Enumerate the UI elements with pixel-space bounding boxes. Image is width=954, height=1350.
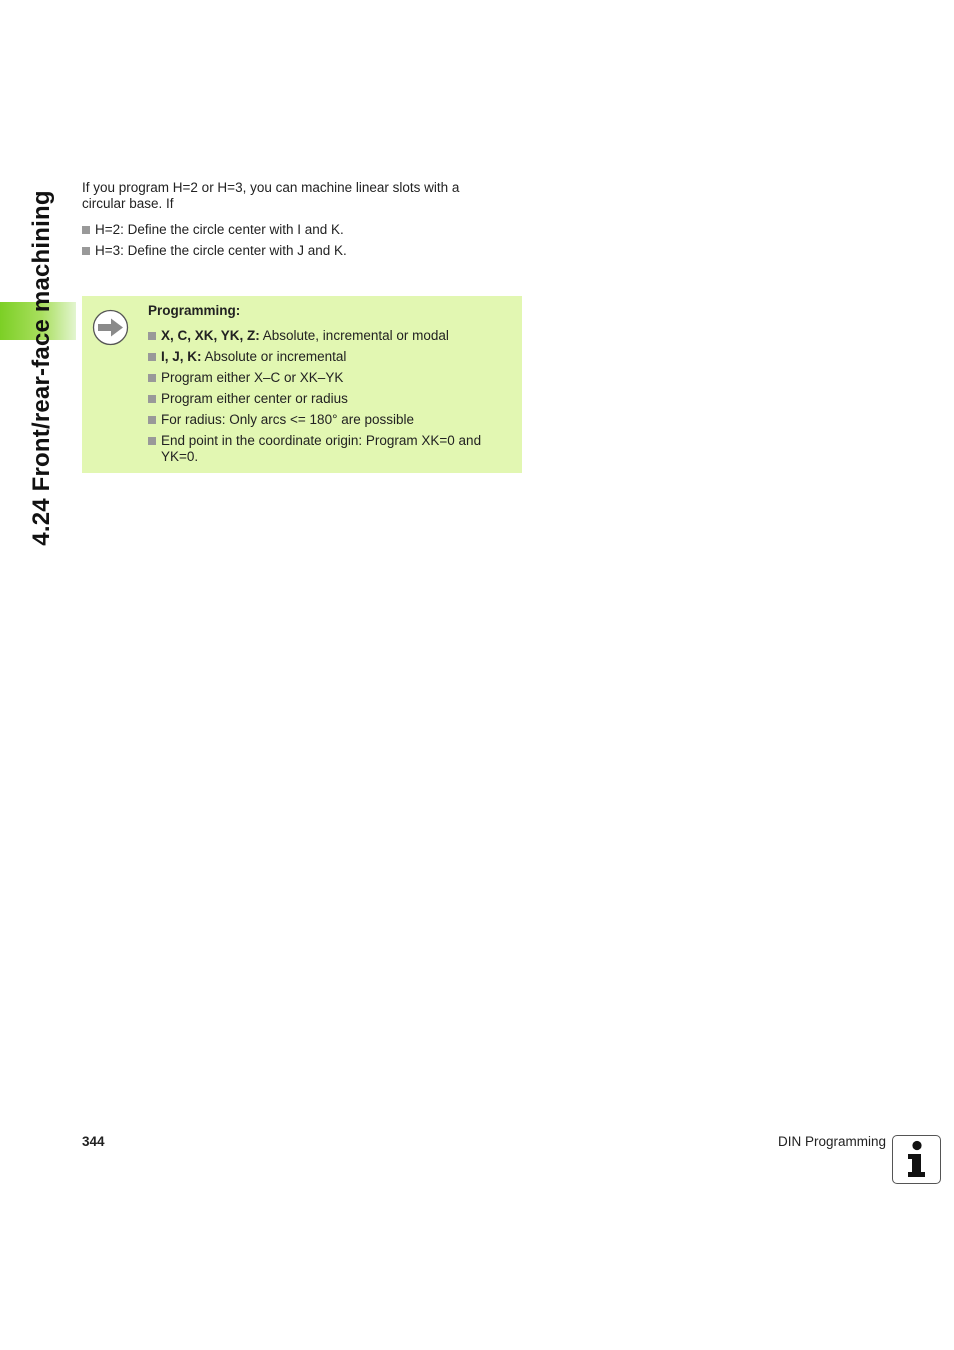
list-item-label: X, C, XK, YK, Z: bbox=[161, 328, 260, 343]
intro-paragraph: If you program H=2 or H=3, you can machine linear slots with a circular base. If bbox=[82, 180, 460, 211]
bullet-square-icon bbox=[148, 416, 156, 424]
list-item bbox=[148, 328, 510, 344]
list-item bbox=[148, 349, 510, 365]
note-heading: Programming: bbox=[148, 303, 241, 318]
list-item bbox=[82, 243, 347, 259]
bullet-square-icon bbox=[148, 353, 156, 361]
chapter-name: DIN Programming bbox=[777, 1134, 886, 1149]
list-item bbox=[148, 391, 510, 407]
list-item bbox=[148, 412, 510, 428]
bullet-square-icon bbox=[82, 226, 90, 234]
list-item-text: H=2: Define the circle center with I and K. bbox=[95, 222, 344, 237]
list-item-text: Program either center or radius bbox=[161, 391, 348, 406]
list-item bbox=[148, 433, 510, 465]
list-item-text: H=3: Define the circle center with J and K. bbox=[95, 243, 347, 258]
info-icon bbox=[892, 1135, 941, 1184]
programming-note-box bbox=[82, 296, 522, 473]
list-item-label: I, J, K: bbox=[161, 349, 202, 364]
info-glyph-icon bbox=[893, 1136, 939, 1182]
section-title: 4.24 Front/rear-face machining bbox=[28, 190, 55, 546]
list-item bbox=[148, 370, 510, 386]
bullet-square-icon bbox=[148, 332, 156, 340]
list-item-text: Program either X–C or XK–YK bbox=[161, 370, 344, 385]
list-item-text: Absolute or incremental bbox=[201, 349, 347, 364]
list-item-text: For radius: Only arcs <= 180° are possible bbox=[161, 412, 415, 427]
bullet-square-icon bbox=[82, 247, 90, 255]
bullet-square-icon bbox=[148, 374, 156, 382]
page-number: 344 bbox=[82, 1134, 105, 1149]
list-item-text: Absolute, incremental or modal bbox=[259, 328, 449, 343]
arrow-right-icon bbox=[92, 309, 129, 346]
list-item bbox=[82, 222, 347, 238]
list-item-text: End point in the coordinate origin: Program XK=0 and YK=0. bbox=[161, 433, 482, 464]
bullet-square-icon bbox=[148, 395, 156, 403]
note-list bbox=[148, 328, 510, 470]
bullet-square-icon bbox=[148, 437, 156, 445]
slot-bullet-list bbox=[82, 222, 347, 264]
